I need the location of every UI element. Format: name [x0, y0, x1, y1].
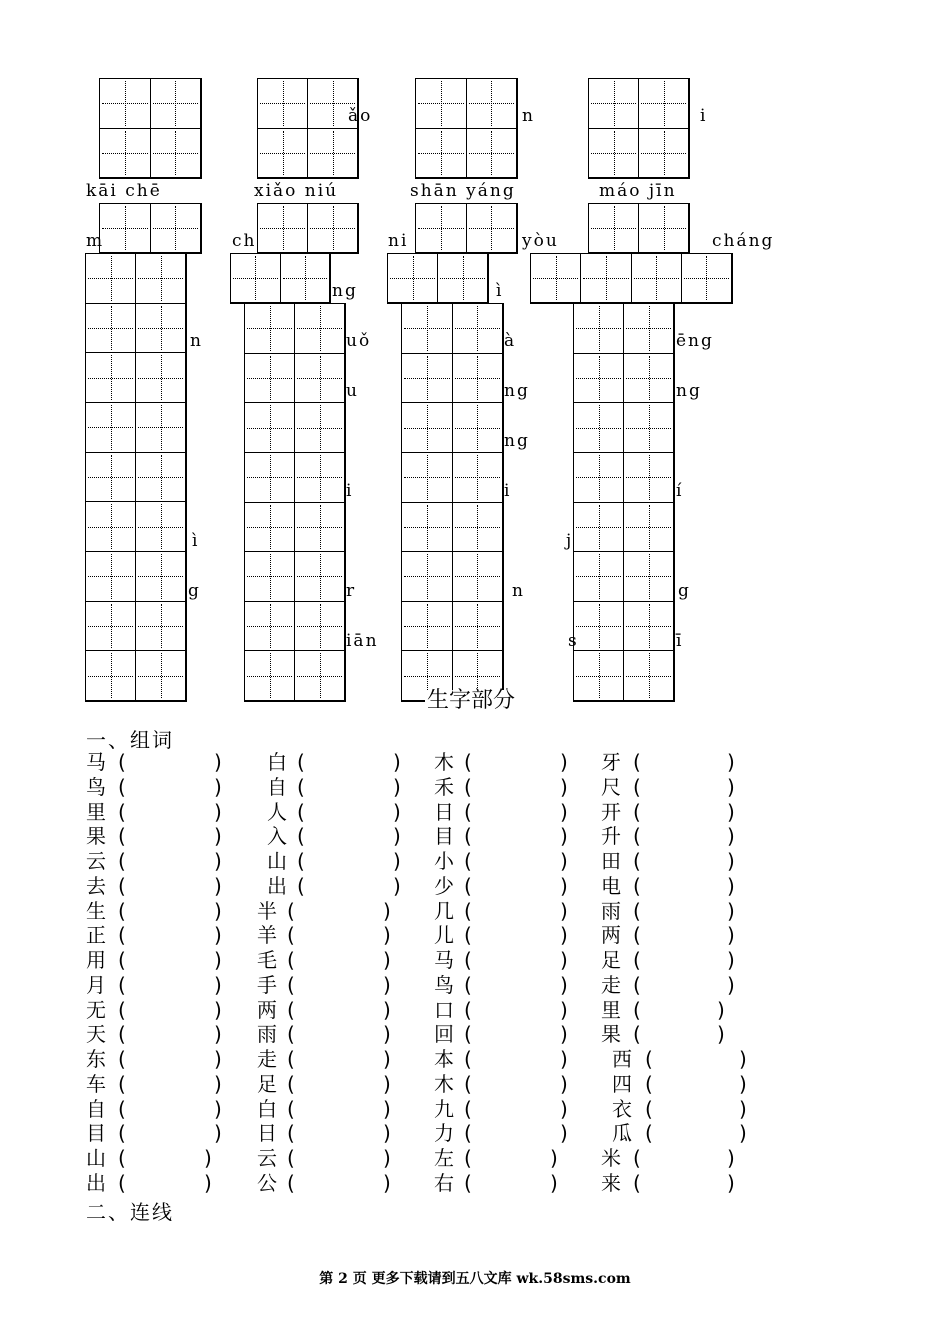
- answer-blank-open[interactable]: (: [287, 1022, 295, 1046]
- answer-blank-open[interactable]: (: [633, 849, 641, 873]
- word-char: 木: [434, 750, 454, 774]
- answer-blank-open[interactable]: (: [633, 1022, 641, 1046]
- writing-grid-column[interactable]: [401, 303, 504, 702]
- answer-blank-close: ): [383, 948, 391, 972]
- answer-blank-open[interactable]: (: [118, 849, 126, 873]
- answer-blank-open[interactable]: (: [118, 1171, 126, 1195]
- pinyin: g: [678, 581, 691, 601]
- answer-blank-close: ): [727, 750, 735, 774]
- answer-blank-open[interactable]: (: [118, 874, 126, 898]
- answer-blank-close: ): [383, 1047, 391, 1071]
- writing-grid-column[interactable]: [573, 303, 675, 702]
- answer-blank-open[interactable]: (: [287, 948, 295, 972]
- answer-blank-open[interactable]: (: [464, 824, 472, 848]
- answer-blank-close: ): [214, 1047, 222, 1071]
- answer-blank-open[interactable]: (: [297, 750, 305, 774]
- answer-blank-open[interactable]: (: [118, 1022, 126, 1046]
- word-char: 少: [434, 874, 454, 898]
- answer-blank-close: ): [214, 775, 222, 799]
- pinyin: r: [346, 581, 357, 601]
- pinyin: i: [346, 481, 354, 501]
- word-char: 右: [434, 1171, 454, 1195]
- pinyin: u: [346, 381, 359, 401]
- pinyin: ì: [192, 531, 200, 551]
- answer-blank-open[interactable]: (: [633, 973, 641, 997]
- answer-blank-open[interactable]: (: [633, 775, 641, 799]
- word-char: 山: [267, 849, 287, 873]
- answer-blank-close: ): [560, 824, 568, 848]
- answer-blank-open[interactable]: (: [287, 899, 295, 923]
- answer-blank-open[interactable]: (: [464, 1146, 472, 1170]
- answer-blank-close: ): [727, 923, 735, 947]
- word-char: 电: [601, 874, 621, 898]
- answer-blank-close: ): [727, 948, 735, 972]
- answer-blank-close: ): [214, 849, 222, 873]
- answer-blank-open[interactable]: (: [118, 750, 126, 774]
- pinyin: xiǎo niú: [254, 181, 339, 201]
- word-char: 出: [267, 874, 287, 898]
- answer-blank-open[interactable]: (: [464, 1047, 472, 1071]
- word-char: 自: [267, 775, 287, 799]
- pinyin: yòu: [522, 231, 559, 251]
- answer-blank-close: ): [727, 824, 735, 848]
- answer-blank-open[interactable]: (: [287, 1047, 295, 1071]
- answer-blank-close: ): [214, 1072, 222, 1096]
- answer-blank-open[interactable]: (: [118, 800, 126, 824]
- answer-blank-close: ): [560, 899, 568, 923]
- answer-blank-open[interactable]: (: [464, 750, 472, 774]
- answer-blank-close: ): [727, 874, 735, 898]
- answer-blank-close: ): [383, 1171, 391, 1195]
- word-char: 果: [601, 1022, 621, 1046]
- pinyin: ēng: [676, 331, 714, 351]
- word-char: 山: [86, 1146, 106, 1170]
- answer-blank-close: ): [214, 923, 222, 947]
- pinyin: ì: [496, 281, 504, 301]
- word-char: 走: [257, 1047, 277, 1071]
- word-char: 日: [434, 800, 454, 824]
- word-char: 马: [86, 750, 106, 774]
- word-char: 小: [434, 849, 454, 873]
- writing-grid[interactable]: [415, 203, 518, 254]
- pinyin: uǒ: [346, 331, 372, 351]
- pinyin: ni: [388, 231, 409, 251]
- answer-blank-close: ): [727, 1171, 735, 1195]
- answer-blank-close: ): [214, 1097, 222, 1121]
- word-char: 两: [257, 998, 277, 1022]
- pinyin: í: [676, 481, 684, 501]
- answer-blank-close: ): [204, 1171, 212, 1195]
- answer-blank-open[interactable]: (: [464, 998, 472, 1022]
- writing-grid-column[interactable]: [85, 253, 187, 702]
- word-char: 雨: [257, 1022, 277, 1046]
- answer-blank-close: ): [214, 800, 222, 824]
- pinyin: máo jīn: [599, 181, 677, 201]
- answer-blank-close: ): [727, 800, 735, 824]
- answer-blank-open[interactable]: (: [464, 800, 472, 824]
- word-char: 升: [601, 824, 621, 848]
- word-char: 儿: [434, 923, 454, 947]
- answer-blank-open[interactable]: (: [297, 849, 305, 873]
- answer-blank-close: ): [214, 874, 222, 898]
- word-char: 羊: [257, 923, 277, 947]
- writing-grid[interactable]: [415, 78, 518, 179]
- answer-blank-close: ): [214, 1022, 222, 1046]
- answer-blank-close: ): [383, 973, 391, 997]
- pinyin: j: [566, 531, 574, 551]
- answer-blank-close: ): [727, 849, 735, 873]
- answer-blank-close: ): [383, 998, 391, 1022]
- answer-blank-close: ): [560, 998, 568, 1022]
- word-char: 木: [434, 1072, 454, 1096]
- answer-blank-open[interactable]: (: [464, 973, 472, 997]
- answer-blank-open[interactable]: (: [633, 998, 641, 1022]
- answer-blank-open[interactable]: (: [118, 998, 126, 1022]
- pinyin: ng: [504, 381, 530, 401]
- word-char: 天: [86, 1022, 106, 1046]
- pinyin: ng: [332, 281, 358, 301]
- word-char: 用: [86, 948, 106, 972]
- writing-grid[interactable]: [230, 253, 331, 304]
- writing-grid[interactable]: [99, 203, 202, 254]
- answer-blank-open[interactable]: (: [645, 1097, 653, 1121]
- word-char: 牙: [601, 750, 621, 774]
- answer-blank-close: ): [214, 750, 222, 774]
- answer-blank-open[interactable]: (: [118, 775, 126, 799]
- word-char: 里: [86, 800, 106, 824]
- answer-blank-open[interactable]: (: [464, 923, 472, 947]
- pinyin: n: [512, 581, 525, 601]
- answer-blank-open[interactable]: (: [645, 1047, 653, 1071]
- answer-blank-close: ): [214, 948, 222, 972]
- word-char: 雨: [601, 899, 621, 923]
- word-char: 马: [434, 948, 454, 972]
- word-char: 果: [86, 824, 106, 848]
- pinyin: ch: [232, 231, 257, 251]
- answer-blank-close: ): [383, 1022, 391, 1046]
- word-char: 两: [601, 923, 621, 947]
- answer-blank-open[interactable]: (: [633, 923, 641, 947]
- answer-blank-close: ): [393, 800, 401, 824]
- word-char: 云: [257, 1146, 277, 1170]
- answer-blank-open[interactable]: (: [118, 1047, 126, 1071]
- answer-blank-close: ): [560, 800, 568, 824]
- word-char: 口: [434, 998, 454, 1022]
- answer-blank-close: ): [560, 1121, 568, 1145]
- answer-blank-close: ): [560, 874, 568, 898]
- pinyin: n: [190, 331, 203, 351]
- pinyin: i: [504, 481, 512, 501]
- word-char: 月: [86, 973, 106, 997]
- pinyin: ng: [676, 381, 702, 401]
- answer-blank-open[interactable]: (: [297, 775, 305, 799]
- word-char: 衣: [612, 1097, 632, 1121]
- answer-blank-close: ): [214, 973, 222, 997]
- word-char: 手: [257, 973, 277, 997]
- answer-blank-close: ): [383, 899, 391, 923]
- answer-blank-close: ): [560, 775, 568, 799]
- word-char: 自: [86, 1097, 106, 1121]
- word-char: 白: [257, 1097, 277, 1121]
- word-char: 瓜: [612, 1121, 632, 1145]
- answer-blank-open[interactable]: (: [118, 824, 126, 848]
- answer-blank-open[interactable]: (: [633, 800, 641, 824]
- answer-blank-open[interactable]: (: [118, 973, 126, 997]
- answer-blank-open[interactable]: (: [287, 1072, 295, 1096]
- answer-blank-close: ): [560, 973, 568, 997]
- word-char: 目: [434, 824, 454, 848]
- word-char: 足: [257, 1072, 277, 1096]
- answer-blank-close: ): [214, 824, 222, 848]
- word-char: 生: [86, 899, 106, 923]
- word-char: 鸟: [434, 973, 454, 997]
- word-char: 入: [267, 824, 287, 848]
- answer-blank-open[interactable]: (: [464, 1171, 472, 1195]
- answer-blank-close: ): [560, 948, 568, 972]
- pinyin: m: [86, 231, 105, 251]
- answer-blank-close: ): [550, 1146, 558, 1170]
- answer-blank-open[interactable]: (: [633, 1146, 641, 1170]
- answer-blank-open[interactable]: (: [633, 750, 641, 774]
- word-char: 云: [86, 849, 106, 873]
- word-char: 出: [86, 1171, 106, 1195]
- word-char: 里: [601, 998, 621, 1022]
- answer-blank-open[interactable]: (: [464, 948, 472, 972]
- word-char: 无: [86, 998, 106, 1022]
- word-char: 足: [601, 948, 621, 972]
- answer-blank-open[interactable]: (: [633, 1171, 641, 1195]
- answer-blank-open[interactable]: (: [287, 973, 295, 997]
- answer-blank-close: ): [560, 849, 568, 873]
- answer-blank-close: ): [560, 1022, 568, 1046]
- pinyin: shān yáng: [410, 181, 516, 201]
- page-footer: 第 2 页 更多下载请到五八文库 wk.58sms.com: [319, 1271, 631, 1287]
- answer-blank-open[interactable]: (: [464, 874, 472, 898]
- answer-blank-open[interactable]: (: [464, 775, 472, 799]
- answer-blank-close: ): [560, 1097, 568, 1121]
- pinyin: ng: [504, 431, 530, 451]
- pinyin: i: [700, 106, 708, 126]
- answer-blank-open[interactable]: (: [297, 824, 305, 848]
- pinyin: cháng: [712, 231, 775, 251]
- section-title-matching: 二、连线: [86, 1200, 174, 1224]
- answer-blank-open[interactable]: (: [464, 1072, 472, 1096]
- writing-grid[interactable]: [257, 203, 359, 254]
- word-char: 田: [601, 849, 621, 873]
- word-char: 尺: [601, 775, 621, 799]
- pinyin: ī: [676, 631, 684, 651]
- answer-blank-open[interactable]: (: [645, 1121, 653, 1145]
- answer-blank-close: ): [717, 998, 725, 1022]
- word-char: 毛: [257, 948, 277, 972]
- answer-blank-open[interactable]: (: [118, 948, 126, 972]
- word-char: 车: [86, 1072, 106, 1096]
- word-char: 公: [257, 1171, 277, 1195]
- answer-blank-close: ): [393, 849, 401, 873]
- answer-blank-open[interactable]: (: [287, 998, 295, 1022]
- answer-blank-open[interactable]: (: [287, 1097, 295, 1121]
- word-char: 日: [257, 1121, 277, 1145]
- word-char: 半: [257, 899, 277, 923]
- answer-blank-close: ): [560, 1047, 568, 1071]
- word-char: 走: [601, 973, 621, 997]
- answer-blank-open[interactable]: (: [464, 1121, 472, 1145]
- word-char: 米: [601, 1146, 621, 1170]
- writing-grid[interactable]: [530, 253, 733, 304]
- answer-blank-open[interactable]: (: [464, 849, 472, 873]
- answer-blank-open[interactable]: (: [464, 1022, 472, 1046]
- word-char: 禾: [434, 775, 454, 799]
- answer-blank-open[interactable]: (: [118, 1146, 126, 1170]
- answer-blank-close: ): [393, 874, 401, 898]
- answer-blank-close: ): [383, 1072, 391, 1096]
- answer-blank-close: ): [550, 1171, 558, 1195]
- answer-blank-close: ): [393, 824, 401, 848]
- answer-blank-close: ): [214, 998, 222, 1022]
- answer-blank-open[interactable]: (: [118, 1097, 126, 1121]
- word-char: 本: [434, 1047, 454, 1071]
- word-char: 左: [434, 1146, 454, 1170]
- answer-blank-open[interactable]: (: [297, 800, 305, 824]
- answer-blank-open[interactable]: (: [633, 899, 641, 923]
- answer-blank-close: ): [204, 1146, 212, 1170]
- answer-blank-open[interactable]: (: [118, 923, 126, 947]
- answer-blank-close: ): [560, 1072, 568, 1096]
- answer-blank-close: ): [739, 1047, 747, 1071]
- word-char: 人: [267, 800, 287, 824]
- answer-blank-open[interactable]: (: [287, 923, 295, 947]
- section-title-word-building: 一、组词: [86, 728, 174, 752]
- answer-blank-close: ): [393, 775, 401, 799]
- answer-blank-open[interactable]: (: [287, 1146, 295, 1170]
- writing-grid[interactable]: [387, 253, 489, 304]
- pinyin: kāi chē: [86, 181, 162, 201]
- pinyin: à: [504, 331, 517, 351]
- answer-blank-close: ): [383, 1146, 391, 1170]
- answer-blank-open[interactable]: (: [287, 1121, 295, 1145]
- word-char: 来: [601, 1171, 621, 1195]
- pinyin: n: [522, 106, 535, 126]
- answer-blank-close: ): [383, 1121, 391, 1145]
- answer-blank-open[interactable]: (: [287, 1171, 295, 1195]
- word-char: 去: [86, 874, 106, 898]
- word-char: 西: [612, 1047, 632, 1071]
- answer-blank-open[interactable]: (: [118, 899, 126, 923]
- word-char: 几: [434, 899, 454, 923]
- word-char: 四: [612, 1072, 632, 1096]
- pinyin: ǎo: [348, 106, 373, 126]
- word-char: 白: [267, 750, 287, 774]
- answer-blank-close: ): [739, 1072, 747, 1096]
- answer-blank-open[interactable]: (: [297, 874, 305, 898]
- answer-blank-close: ): [727, 899, 735, 923]
- answer-blank-close: ): [727, 973, 735, 997]
- answer-blank-close: ): [214, 1121, 222, 1145]
- word-char: 开: [601, 800, 621, 824]
- answer-blank-close: ): [560, 750, 568, 774]
- answer-blank-open[interactable]: (: [645, 1072, 653, 1096]
- word-char: 鸟: [86, 775, 106, 799]
- answer-blank-close: ): [383, 1097, 391, 1121]
- answer-blank-close: ): [727, 775, 735, 799]
- pinyin: g: [188, 581, 201, 601]
- writing-grid-column[interactable]: [244, 303, 346, 702]
- writing-grid[interactable]: [588, 203, 690, 254]
- word-char: 东: [86, 1047, 106, 1071]
- writing-grid[interactable]: [257, 78, 359, 179]
- answer-blank-open[interactable]: (: [118, 1121, 126, 1145]
- answer-blank-close: ): [393, 750, 401, 774]
- answer-blank-close: ): [727, 1146, 735, 1170]
- answer-blank-open[interactable]: (: [118, 1072, 126, 1096]
- answer-blank-open[interactable]: (: [633, 874, 641, 898]
- answer-blank-close: ): [717, 1022, 725, 1046]
- word-char: 九: [434, 1097, 454, 1121]
- answer-blank-close: ): [560, 923, 568, 947]
- answer-blank-close: ): [739, 1121, 747, 1145]
- writing-grid[interactable]: [588, 78, 690, 179]
- answer-blank-close: ): [214, 899, 222, 923]
- answer-blank-close: ): [739, 1097, 747, 1121]
- answer-blank-close: ): [383, 923, 391, 947]
- word-char: 力: [434, 1121, 454, 1145]
- section-sub-title: 生字部分: [427, 688, 516, 713]
- writing-grid[interactable]: [99, 78, 202, 179]
- answer-blank-open[interactable]: (: [633, 824, 641, 848]
- word-char: 回: [434, 1022, 454, 1046]
- answer-blank-open[interactable]: (: [633, 948, 641, 972]
- answer-blank-open[interactable]: (: [464, 899, 472, 923]
- pinyin: s: [568, 631, 579, 651]
- word-char: 目: [86, 1121, 106, 1145]
- word-char: 正: [86, 923, 106, 947]
- pinyin: iān: [346, 631, 379, 651]
- answer-blank-open[interactable]: (: [464, 1097, 472, 1121]
